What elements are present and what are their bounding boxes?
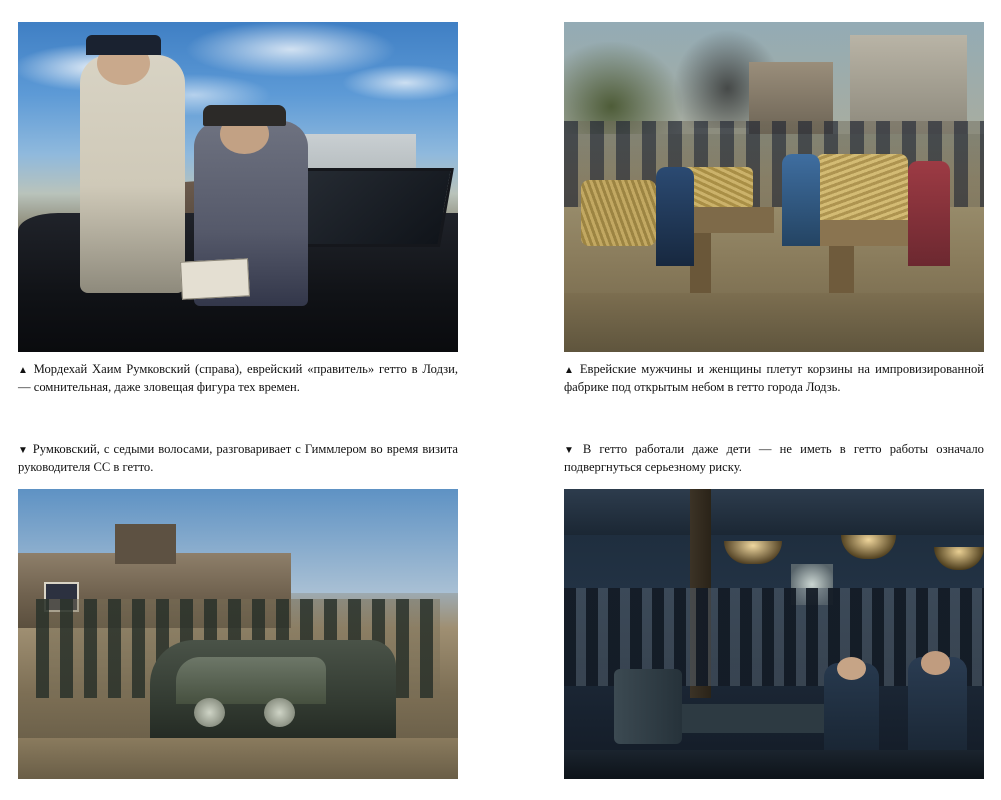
workshop-floor	[564, 750, 984, 779]
background-building-right	[850, 35, 968, 134]
caption-himmler-visit	[18, 441, 458, 476]
caption-basket-factory	[564, 361, 984, 396]
hanging-lamp-right	[934, 547, 984, 570]
ground-surface	[18, 738, 458, 779]
ceiling-rafters	[564, 489, 984, 535]
caption-marker-down-icon: ▼	[564, 444, 579, 456]
caption-children-working	[564, 441, 984, 476]
staff-car-headlight-right	[264, 698, 295, 727]
work-table	[682, 704, 825, 733]
standing-officer-cap	[86, 35, 161, 55]
caption-text: Румковский, с седыми волосами, разговаривает с Гиммлером во время визита руководителя СС в гетто.	[18, 442, 458, 474]
caption-text: Еврейские мужчины и женщины плетут корзины на импровизированной фабрике под открытым небом в гетто города Лодзь.	[564, 362, 984, 394]
watch-tower	[115, 524, 177, 565]
photo-himmler-visit	[18, 489, 458, 779]
seated-rumkowski-hat	[203, 105, 287, 126]
caption-text: Мордехай Хаим Румковский (справа), еврейский «правитель» гетто в Лодзи, — сомнительная, даже зловещая фигура тех времен.	[18, 362, 458, 394]
caption-text: В гетто работали даже дети — не иметь в гетто работы означало подвергнуться серьезному риску.	[564, 442, 984, 474]
hanging-lamp-left	[724, 541, 783, 564]
child-worker-right-face	[921, 651, 950, 674]
photo-children-working	[564, 489, 984, 779]
photo-basket-factory	[564, 22, 984, 352]
photo-rumkowski-car	[18, 22, 458, 352]
caption-marker-up-icon: ▲	[564, 364, 576, 376]
caption-rumkowski-car	[18, 361, 458, 396]
straw-pile-right	[816, 154, 908, 227]
ground-surface	[564, 293, 984, 352]
worker-seated-center	[782, 154, 820, 246]
staff-car-headlight-left	[194, 698, 225, 727]
worker-seated-right	[908, 161, 950, 267]
car-placard	[180, 258, 250, 300]
worker-seated-left	[656, 167, 694, 266]
standing-officer-figure	[80, 55, 186, 293]
staff-car-hood	[176, 657, 326, 703]
hanging-lamp-center	[841, 535, 896, 558]
straw-pile-left	[581, 180, 657, 246]
caption-marker-down-icon: ▼	[18, 444, 29, 456]
caption-marker-up-icon: ▲	[18, 364, 30, 376]
metal-barrel	[614, 669, 681, 744]
